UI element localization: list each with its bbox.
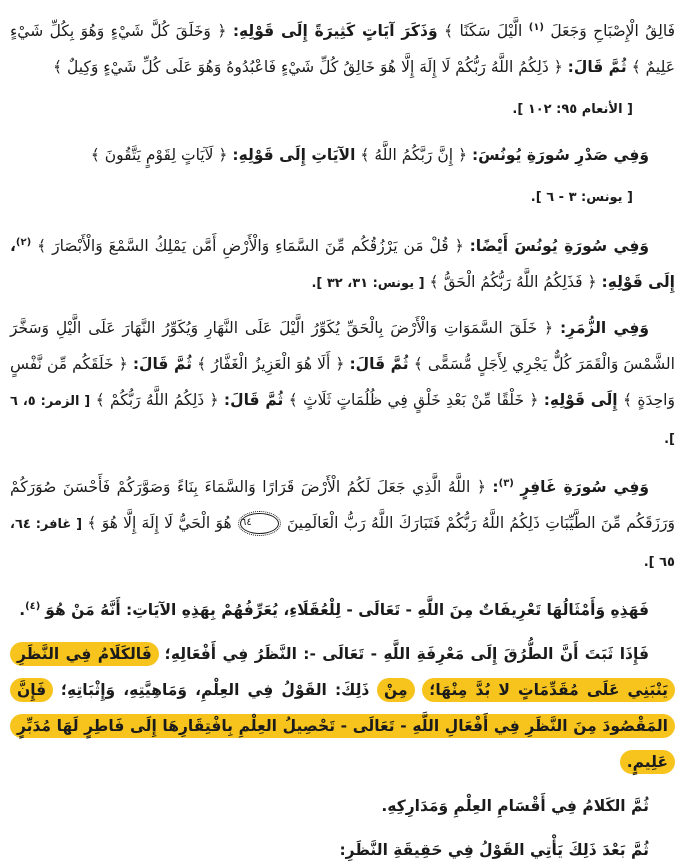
- quran-quote: ﴿ خَلْقًا مِّنْ بَعْدِ خَلْقٍ فِي ظُلُمَاتٍ ثَلَاثٍ ﴾: [288, 391, 539, 409]
- body-text: وَفِي سُورَةِ غَافِرٍ: [520, 478, 649, 496]
- paragraph-nazar-highlighted: [10, 636, 675, 780]
- highlighted-text: فَإِنَّ المَقْصُودَ مِنَ النَّظَرِ فِي أَفْعَالِ اللَّهِ - تَعَالَى - تَحْصِيلُ العِلْمِ بِافْتِقَارِهَا إِلَى فَاطِرٍ لَهَا مُدَبِّرٍ عَلِيمٍ.: [10, 678, 675, 774]
- paragraph-ghafir: [10, 466, 675, 581]
- quran-quote: ﴿ إِنَّ رَبَّكُمُ اللَّهُ ﴾: [360, 146, 468, 164]
- body-text: وَفِي الزُّمَرِ:: [559, 319, 649, 337]
- body-text: ثُمَّ الكَلامُ فِي أَقْسَامِ العِلْمِ وَمَدَارِكِهِ.: [381, 797, 649, 815]
- quran-quote: ﴿ قُلْ مَن يَرْزُقُكُم مِّنَ السَّمَاءِ وَالْأَرْضِ أَمَّن يَمْلِكُ السَّمْعَ وَالْأَبْصَارَ ﴾: [37, 237, 464, 255]
- paragraph-yunus-also: [10, 225, 675, 302]
- quran-quote: ﴿ خَلَقَكُم مِّن نَّفْسٍ وَاحِدَةٍ ﴾: [10, 355, 675, 409]
- quran-quote: ﴿ ذَلِكُمُ اللَّهُ رَبُّكُمْ ﴾: [95, 391, 219, 409]
- body-text: إِلَى قَوْلِهِ:: [543, 391, 618, 409]
- body-text: وَذَكَرَ آيَاتٍ كَثِيرَةً إِلَى قَوْلِهِ:: [232, 22, 438, 40]
- quran-quote: الَّيْلَ سَكَنًا ﴾: [444, 22, 523, 40]
- body-text: .: [19, 601, 26, 619]
- body-text: ثُمَّ قَالَ:: [567, 58, 627, 76]
- body-text: ذَلِكَ: القَوْلُ فِي العِلْمِ، وَمَاهِيَّتِهِ، وَإِثْبَاتِهِ؛: [60, 681, 370, 699]
- body-text: ثُمَّ قَالَ:: [349, 355, 409, 373]
- quran-quote: ﴿ وَخَلَقَ كُلَّ شَيْءٍ وَهُوَ بِكُلِّ شَيْءٍ عَلِيمٌ ﴾: [10, 22, 675, 76]
- footnote-marker: (٣): [498, 478, 514, 489]
- body-text: وَفِي صَدْرِ سُورَةِ يُونُسَ:: [471, 146, 649, 164]
- quran-quote: ﴿ لَآيَاتٍ لِقَوْمٍ يَتَّقُونَ ﴾: [90, 146, 228, 164]
- citation-line: [ الأنعام ٩٥: ١٠٢ ].: [512, 102, 633, 117]
- body-text: :: [492, 478, 499, 496]
- paragraph-tarifat: [10, 589, 675, 628]
- quran-quote: فَالِقُ الْإِصْبَاحِ وَجَعَلَ: [550, 22, 675, 40]
- body-text: ثُمَّ قَالَ:: [223, 391, 284, 409]
- highlighted-text: مِنْ: [377, 678, 415, 702]
- highlighted-text: فَالكَلَامُ فِي النَّظَرِ يَنْبَنِي عَلَى مُقَدِّمَاتٍ لا بُدَّ مِنْهَا؛: [10, 642, 675, 702]
- quran-quote: ﴿ فَذَلِكُمُ اللَّهُ رَبُّكُمُ الْحَقُّ ﴾: [429, 273, 597, 291]
- quran-quote: ﴿ خَلَقَ السَّمَوَاتِ وَالْأَرْضَ بِالْحَقِّ يُكَوِّرُ الَّيْلَ عَلَى النَّهَارِ وَيُكَوِّرُ النَّهَارَ عَلَى الَّيْلِ وَسَخَّرَ الشَّمْسَ وَالْقَمَرَ كُلٌّ يَجْرِي لِأَجَلٍ مُّسَمًّى ﴾: [10, 319, 675, 373]
- footnote-marker: (١): [528, 22, 544, 33]
- paragraph-anam-quote: [10, 10, 675, 85]
- page-content: [10, 10, 675, 868]
- paragraph-yunus-opening: [10, 137, 675, 173]
- paragraph-zumar: [10, 310, 675, 458]
- body-text: فَإِذَا ثَبَتَ أَنَّ الطُّرُقَ إِلَى مَعْرِفَةِ اللَّهِ - تَعَالَى -: النَّظَرُ فِي أَفْعَالِهِ؛: [164, 645, 649, 663]
- ayah-number-ornament: ٦٤: [240, 513, 279, 534]
- footnote-marker: (٢): [15, 237, 32, 248]
- body-text: ثُمَّ قَالَ:: [132, 355, 192, 373]
- footnote-marker: (٤): [25, 601, 41, 612]
- quran-quote: ﴿ اللَّهُ الَّذِي جَعَلَ لَكُمُ الْأَرْضَ قَرَارًا وَالسَّمَاءَ بِنَاءً وَصَوَّرَكُمْ فَأَحْسَنَ صُوَرَكُمْ وَرَزَقَكُم مِّنَ الطَّيِّبَاتِ ذَلِكُمُ اللَّهُ رَبُّكُمْ فَتَبَارَكَ اللَّهُ رَبُّ الْعَالَمِينَ: [10, 478, 675, 532]
- body-text: ، إِلَى قَوْلِهِ:: [10, 237, 675, 291]
- quran-quote: ﴿ أَلَا هُوَ الْعَزِيزُ الْغَفَّارُ ﴾: [197, 355, 345, 373]
- quran-quote: هُوَ الْحَيُّ لَا إِلَهَ إِلَّا هُوَ ﴾: [87, 514, 232, 532]
- citation-inline: [ يونس: ٣١، ٣٢ ].: [311, 276, 425, 291]
- paragraph-aqsam-ilm: [10, 788, 675, 824]
- citation-inline: [ الزمر: ٥، ٦ ].: [10, 394, 675, 447]
- body-text: وَفِي سُورَةِ يُونُسَ أَيْضًا:: [469, 237, 649, 255]
- citation-line: [ يونس: ٣ - ٦ ].: [530, 190, 633, 205]
- citation-inline: [ غافر: ٦٤، ٦٥ ].: [10, 517, 675, 570]
- body-text: فَهَذِهِ وَأَمْثَالُهَا تَعْرِيفَاتٌ مِنَ اللَّهِ - تَعَالَى - لِلْعُقَلَاءِ، يُعَرِّفُهُمْ بِهَذِهِ الآيَاتِ: أَنَّهُ مَنْ هُوَ: [45, 601, 649, 619]
- quran-quote: ﴿ ذَلِكُمُ اللَّهُ رَبُّكُمْ لَا إِلَهَ إِلَّا هُوَ خَالِقُ كُلِّ شَيْءٍ فَاعْبُدُوهُ وَهُوَ عَلَى كُلِّ شَيْءٍ وَكِيلٌ ﴾: [53, 58, 563, 76]
- paragraph-haqiqat-nazar: [10, 832, 675, 868]
- body-text: الآيَاتِ إِلَى قَوْلِهِ:: [232, 146, 356, 164]
- body-text: ثُمَّ بَعْدَ ذَلِكَ يَأْتِي القَوْلُ فِي حَقِيقَةِ النَّظَرِ:: [339, 841, 649, 859]
